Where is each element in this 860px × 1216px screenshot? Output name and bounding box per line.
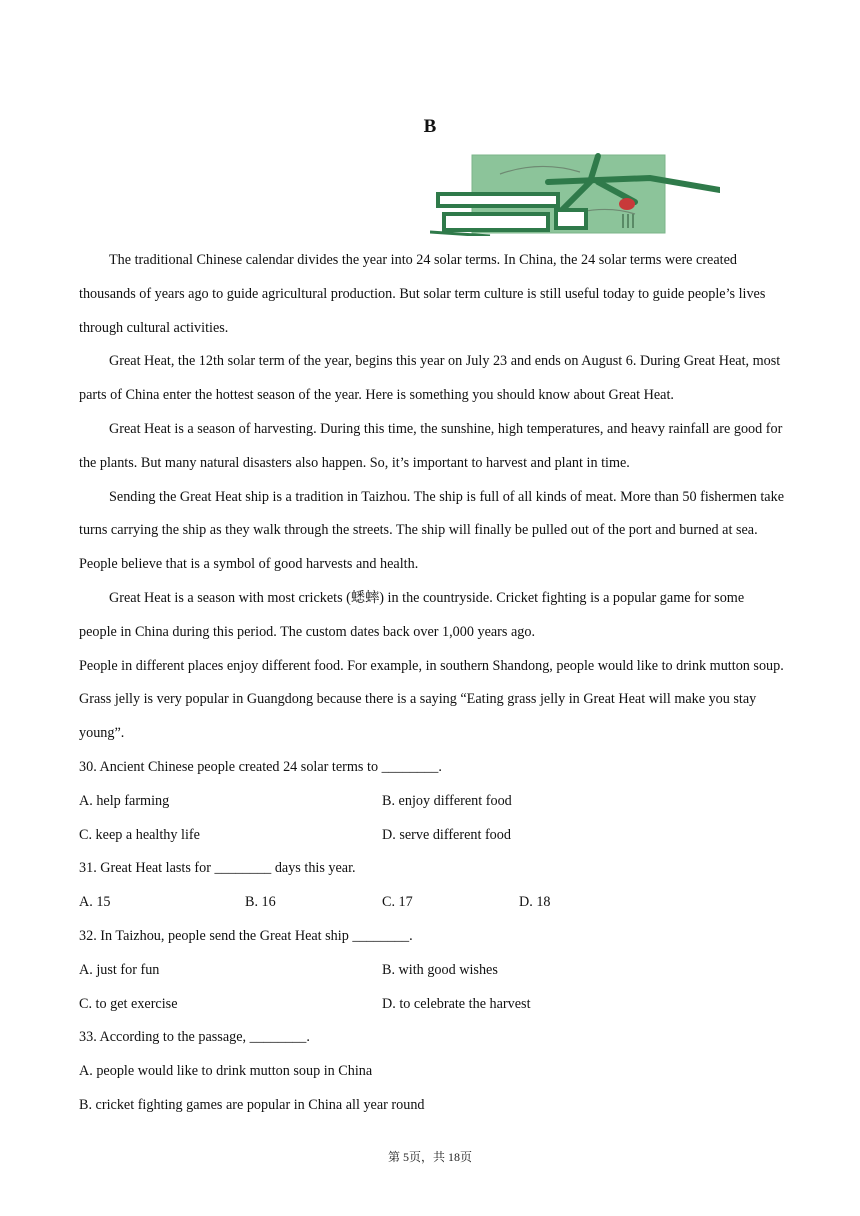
passage-paragraph: Sending the Great Heat ship is a tradition in Taizhou. The ship is full of all kinds of meat. More than 50 fishermen take turns carrying the ship as they walk through the streets. The ship will finally be pulled out of the port and burned at sea. People believe that is a symbol of good harvests and health. [79, 488, 784, 573]
page-number-footer: 第 5页，共 18页 [387, 1150, 472, 1164]
passage-paragraph: Great Heat is a season with most crickets (蟋蟀) in the countryside. Cricket fighting is a popular game for some people in China during this period. The custom dates back over 1,000 years ago. [79, 589, 745, 640]
option-d: D. 18 [519, 894, 551, 911]
option-a: A. just for fun [79, 961, 160, 978]
option-a: A. people would like to drink mutton soup in China [79, 1063, 373, 1080]
option-b: B. 16 [245, 894, 276, 911]
question-30-options-row [79, 785, 784, 819]
option-b: B. with good wishes [382, 961, 498, 978]
passage-paragraph: Great Heat, the 12th solar term of the year, begins this year on July 23 and ends on August 6. During Great Heat, most parts of China enter the hottest season of the year. Here is something you should know about Great Heat. [79, 353, 781, 404]
question-31-stem: 31. Great Heat lasts for ________ days this year. [79, 860, 356, 877]
option-c: C. 17 [382, 894, 413, 911]
question-33-stem: 33. According to the passage, ________. [79, 1029, 310, 1046]
option-c: C. to get exercise [79, 995, 178, 1012]
option-b: B. cricket fighting games are popular in China all year round [79, 1096, 425, 1113]
section-title: B [423, 116, 437, 137]
passage-paragraph: People in different places enjoy different food. For example, in southern Shandong, people would like to drink mutton soup. Grass jelly is very popular in Guangdong because there is a saying “Eating grass jelly in Great Heat will make you stay young”. [79, 657, 784, 742]
option-d: D. serve different food [382, 826, 511, 843]
question-32-options-row [79, 988, 784, 1022]
great-heat-poster-image [430, 152, 720, 236]
question-32-stem: 32. In Taizhou, people send the Great Heat ship ________. [79, 927, 413, 944]
option-c: C. keep a healthy life [79, 826, 200, 843]
question-31-options-row [79, 886, 784, 920]
passage-paragraph: Great Heat is a season of harvesting. During this time, the sunshine, high temperatures, and heavy rainfall are good for the plants. But many natural disasters also happen. So, it’s important to harvest and plant in time. [79, 420, 783, 471]
question-30-stem: 30. Ancient Chinese people created 24 solar terms to ________. [79, 758, 442, 775]
option-a: A. help farming [79, 792, 170, 809]
passage-paragraph: The traditional Chinese calendar divides the year into 24 solar terms. In China, the 24 solar terms were created thousands of years ago to guide agricultural production. But solar term culture is still useful today to guide people’s lives through cultural activities. [79, 252, 766, 336]
option-a: A. 15 [79, 894, 111, 911]
option-d: D. to celebrate the harvest [382, 995, 531, 1012]
option-b: B. enjoy different food [382, 792, 512, 809]
page-content [79, 244, 784, 1123]
question-30-options-row [79, 819, 784, 853]
question-32-options-row [79, 954, 784, 988]
